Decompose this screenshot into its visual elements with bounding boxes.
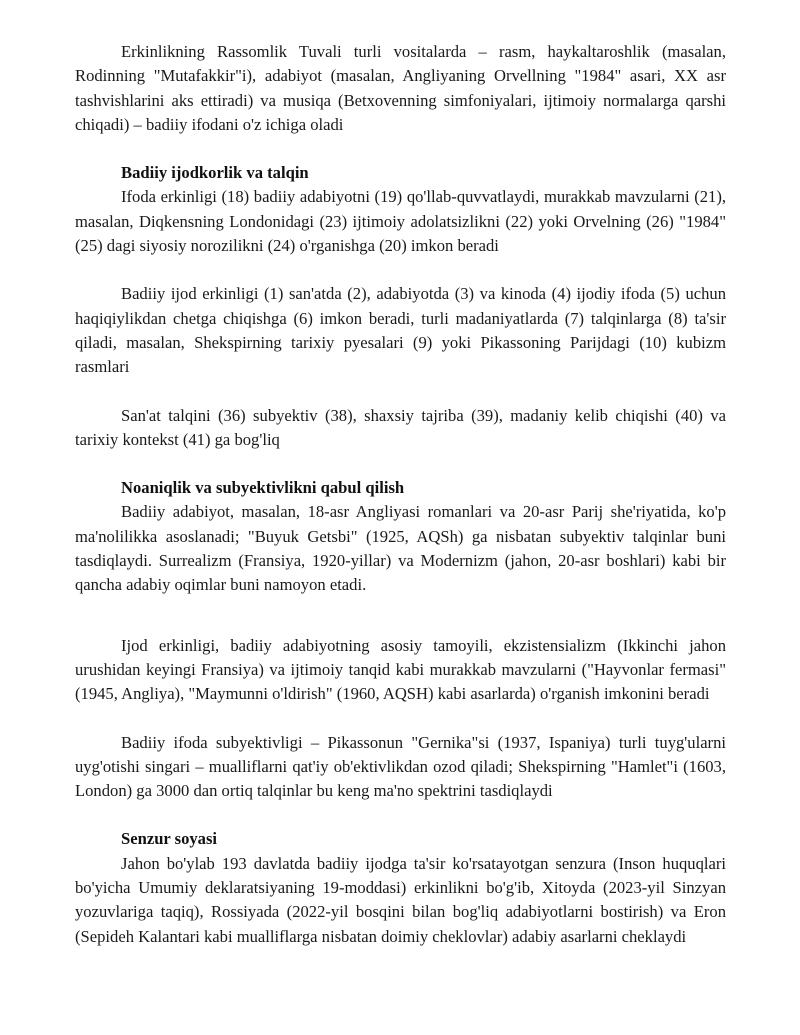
paragraph-censorship: Jahon bo'ylab 193 davlatda badiiy ijodga ta'sir ko'rsatayotgan senzura (Inson huquqlari bo'yicha Umumiy deklaratsiyaning 19-moddasi) erkinlikni bo'g'ib, Xitoyda (2023-yil Sinzyan yozuvlariga taqiq), Rossiyada (2022-yil bosqini bilan bog'liq adabiyotlarni bostirish) va Eron (Sepideh Kalantari kabi mualliflarga nisbatan doimiy cheklovlar) adabiy asarlarni cheklaydi [75,853,726,946]
paragraph-creative-freedom: Badiiy ijod erkinligi (1) san'atda (2), adabiyotda (3) va kinoda (4) ijodiy ifoda (5) uchun haqiqiylikdan chetga chiqishga (6) imkon beradi, turli madaniyatlarda (7) talqinlarga (8) ta'sir qiladi, masalan, Shekspirning tarixiy pyesalari (9) yoki Pikassoning Parijdagi (10) kubizm rasmlari [75,284,726,377]
paragraph-creative-principle: Ijod erkinligi, badiiy adabiyotning asosiy tamoyili, ekzistensializm (Ikkinchi jahon urushidan keyingi Fransiya) va ijtimoiy tanqid kabi murakkab mavzularni ("Hayvonlar fermasi" (1945, Angliya), "Maymunni o'ldirish" (1960, AQSH) kabi asarlarda) o'rganish imkonini beradi [75,635,726,704]
heading-censorship: Senzur soyasi [121,829,218,849]
paragraph-intro: Erkinlikning Rassomlik Tuvali turli vositalarda – rasm, haykaltaroshlik (masalan, Rodinning "Mutafakkir"i), adabiyot (masalan, Angliyaning Orvellning "1984" asari, XX asr tashvishlarini aks ettiradi) va musiqa (Betxovenning simfoniyalari, ijtimoiy normalarga qarshi chiqadi) – badiiy ifodani o'z ichiga oladi [75,42,726,134]
heading-ambiguity: Noaniqlik va subyektivlikni qabul qilish [121,478,405,498]
heading-artistic-creativity: Badiiy ijodkorlik va talqin [121,163,309,183]
document-page [75,40,726,949]
paragraph-ambiguity: Badiiy adabiyot, masalan, 18-asr Angliyasi romanlari va 20-asr Parij she'riyatida, ko'p ma'nolilikka asoslanadi; "Buyuk Getsbi" (1925, AQSh) ga nisbatan subyektiv talqinlar buni tasdiqlaydi. Surrealizm (Fransiya, 1920-yillar) va Modernizm (jahon, 20-asr boshlari) kabi bir qancha adabiy oqimlar buni namoyon etadi. [75,502,726,595]
paragraph-freedom-of-expression: Ifoda erkinligi (18) badiiy adabiyotni (19) qo'llab-quvvatlaydi, murakkab mavzularni (21), masalan, Diqkensning Londonidagi (23) ijtimoiy adolatsizlikni (22) yoki Orvelning (26) "1984" (25) dagi siyosiy norozilikni (24) o'rganishga (20) imkon beradi [75,187,726,256]
paragraph-subjectivity: Badiiy ifoda subyektivligi – Pikassonun "Gernika"si (1937, Ispaniya) turli tuyg'ularni uyg'otishi singari – mualliflarni qat'iy ob'ektivlikdan ozod qiladi; Shekspirning "Hamlet"i (1603, London) ga 3000 dan ortiq talqinlar bu keng ma'no spektrini tasdiqlaydi [75,732,726,801]
paragraph-art-interpretation: San'at talqini (36) subyektiv (38), shaxsiy tajriba (39), madaniy kelib chiqishi (40) va tarixiy kontekst (41) ga bog'liq [75,405,726,449]
